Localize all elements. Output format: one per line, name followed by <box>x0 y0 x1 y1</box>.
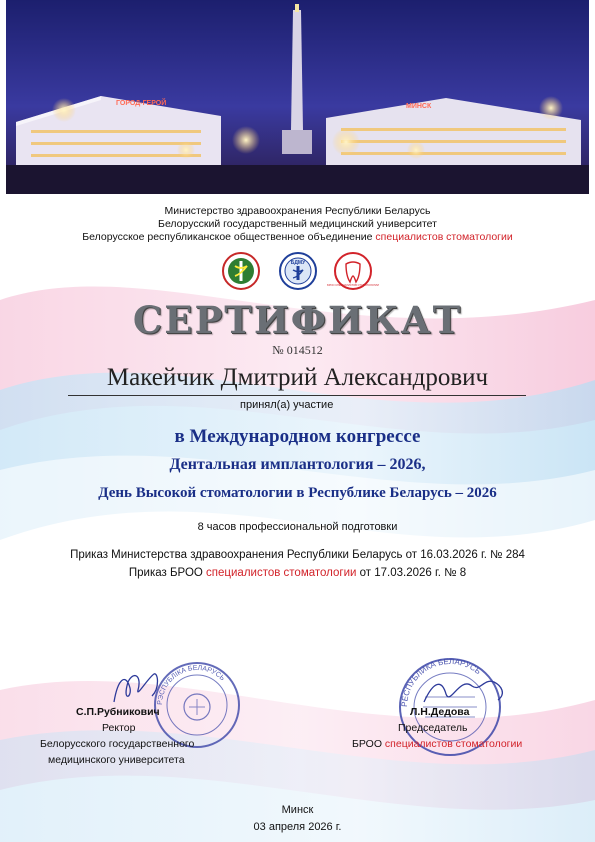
org-association-accent: специалистов стоматологии <box>375 231 513 243</box>
congress-day: День Высокой стоматологии в Республике Беларусь – 2026 <box>98 485 497 501</box>
association-order-suffix: от 17.03.2026 г. № 8 <box>359 567 467 579</box>
ministry-order: Приказ Министерства здравоохранения Республики Беларусь от 16.03.2026 г. № 284 <box>70 549 525 561</box>
association-stamp-text: РЕСПУБЛИКА БЕЛАРУСЬ <box>399 656 483 708</box>
university-logo-text: БДМУ <box>290 260 306 266</box>
congress-title: в Международном конгрессе <box>174 426 421 447</box>
chair-org <box>352 736 572 752</box>
certificate-title: СЕРТИФИКАТ <box>132 298 463 342</box>
name-underline <box>68 395 526 396</box>
rector-block <box>40 704 250 768</box>
chair-org-prefix: БРОО <box>352 738 382 750</box>
congress-subtitle: Дентальная имплантология – 2026, <box>169 456 426 473</box>
university-logo-icon <box>279 252 317 290</box>
rector-signature <box>108 668 168 708</box>
association-order-accent: специалистов стоматологии <box>206 567 357 579</box>
header-photo <box>6 0 589 194</box>
org-association-prefix: Белорусское республиканское общественное объединение <box>82 231 373 243</box>
university-stamp-text: РЭСПУБЛІКА БЕЛАРУСЬ <box>156 664 226 706</box>
association-order-prefix: Приказ БРОО <box>128 567 203 579</box>
org-header <box>0 205 595 244</box>
rector-org-line1: Белорусского государственного <box>40 738 195 750</box>
chair-role: Председатель <box>398 722 468 734</box>
org-association <box>0 231 595 244</box>
hours-text: 8 часов профессиональной подготовки <box>197 521 398 533</box>
association-logo-text: БРОО СПЕЦИАЛИСТОВ СТОМАТОЛОГИИ <box>327 284 379 287</box>
association-logo-icon <box>327 252 379 290</box>
org-university: Белорусский государственный медицинский университет <box>158 218 437 230</box>
participation-text: принял(а) участие <box>240 399 334 411</box>
recipient-name: Макейчик Дмитрий Александрович <box>106 364 489 391</box>
chair-org-accent: специалистов стоматологии <box>384 738 523 750</box>
rector-role: Ректор <box>102 722 136 734</box>
chair-name: Л.Н.Дедова <box>410 706 470 718</box>
association-order <box>0 567 595 579</box>
sign-right: МИНСК <box>406 103 432 110</box>
chair-block <box>352 704 572 752</box>
sign-left: ГОРОД-ГЕРОЙ <box>116 100 167 107</box>
certificate-number: № 014512 <box>272 343 323 357</box>
org-ministry: Министерство здравоохранения Республики Беларусь <box>164 205 431 217</box>
rector-name: С.П.Рубникович <box>76 706 160 718</box>
footer-date: 03 апреля 2026 г. <box>253 821 342 833</box>
footer-city: Минск <box>281 804 314 816</box>
rector-org-line2: медицинского университета <box>48 754 185 766</box>
ministry-logo-icon <box>222 252 260 290</box>
